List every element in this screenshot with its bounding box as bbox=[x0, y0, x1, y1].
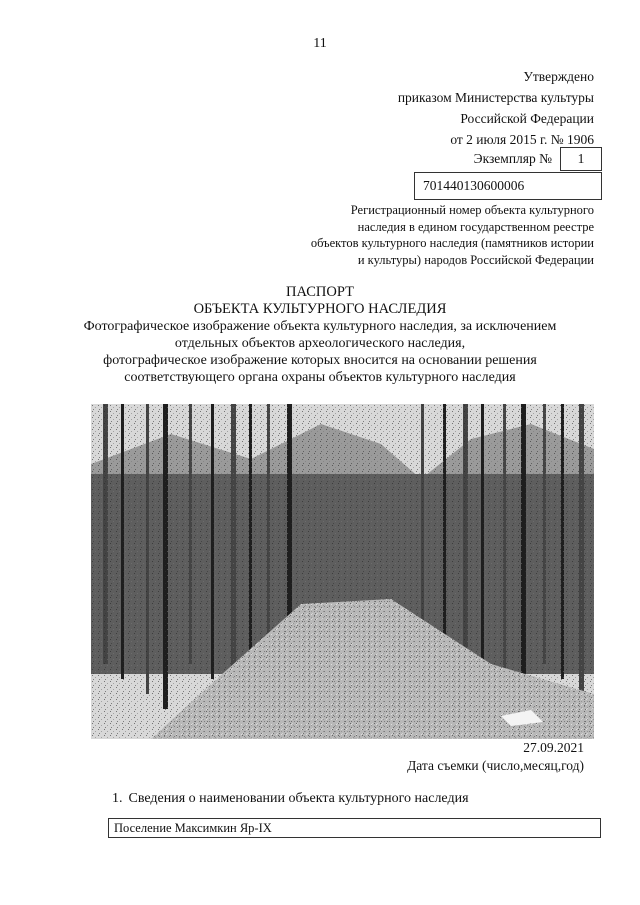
passport-title-block bbox=[60, 284, 580, 386]
copy-number-value: 1 bbox=[577, 151, 585, 166]
registration-caption-line: объектов культурного наследия (памятников истории bbox=[310, 236, 594, 250]
passport-subtitle-line: отдельных объектов археологического наследия, bbox=[174, 336, 466, 351]
registration-number: 701440130600006 bbox=[423, 178, 525, 193]
section-1-title: Сведения о наименовании объекта культурного наследия bbox=[128, 791, 469, 806]
object-name-field bbox=[108, 818, 601, 838]
copy-number-row bbox=[474, 147, 602, 171]
passport-subtitle-line: фотографическое изображение которых вносится на основании решения bbox=[103, 353, 537, 368]
approval-line-2: приказом Министерства культуры bbox=[397, 90, 594, 105]
passport-title: ПАСПОРТ bbox=[286, 284, 354, 300]
object-name-value: Поселение Максимкин Яр-IX bbox=[114, 821, 272, 835]
page-number: 11 bbox=[313, 36, 327, 51]
approval-line-3: Российской Федерации bbox=[460, 111, 594, 126]
approval-line-1: Утверждено bbox=[523, 69, 594, 84]
photo-date: 27.09.2021 bbox=[523, 740, 584, 755]
registration-caption-line: Регистрационный номер объекта культурного bbox=[350, 203, 594, 217]
photo-date-caption: Дата съемки (число,месяц,год) bbox=[407, 758, 584, 773]
copy-number-box bbox=[560, 147, 602, 171]
approval-block bbox=[398, 66, 594, 150]
passport-subtitle-line: Фотографическое изображение объекта культурного наследия, за исключением bbox=[83, 319, 557, 334]
registration-caption-line: и культуры) народов Российской Федерации bbox=[357, 252, 594, 267]
copy-number-label: Экземпляр № bbox=[473, 151, 552, 166]
section-1-number: 1. bbox=[112, 791, 123, 806]
forest-photo-image bbox=[91, 404, 594, 739]
registration-caption-line: наследия в едином государственном реестре bbox=[357, 219, 594, 234]
passport-heading: ОБЪЕКТА КУЛЬТУРНОГО НАСЛЕДИЯ bbox=[193, 301, 447, 317]
forest-photo bbox=[91, 404, 594, 739]
approval-line-4: от 2 июля 2015 г. № 1906 bbox=[450, 132, 594, 147]
section-1-heading bbox=[112, 791, 469, 807]
registration-number-box bbox=[414, 172, 602, 200]
registration-caption bbox=[254, 202, 594, 268]
passport-subtitle-line: соответствующего органа охраны объектов культурного наследия bbox=[124, 370, 516, 385]
